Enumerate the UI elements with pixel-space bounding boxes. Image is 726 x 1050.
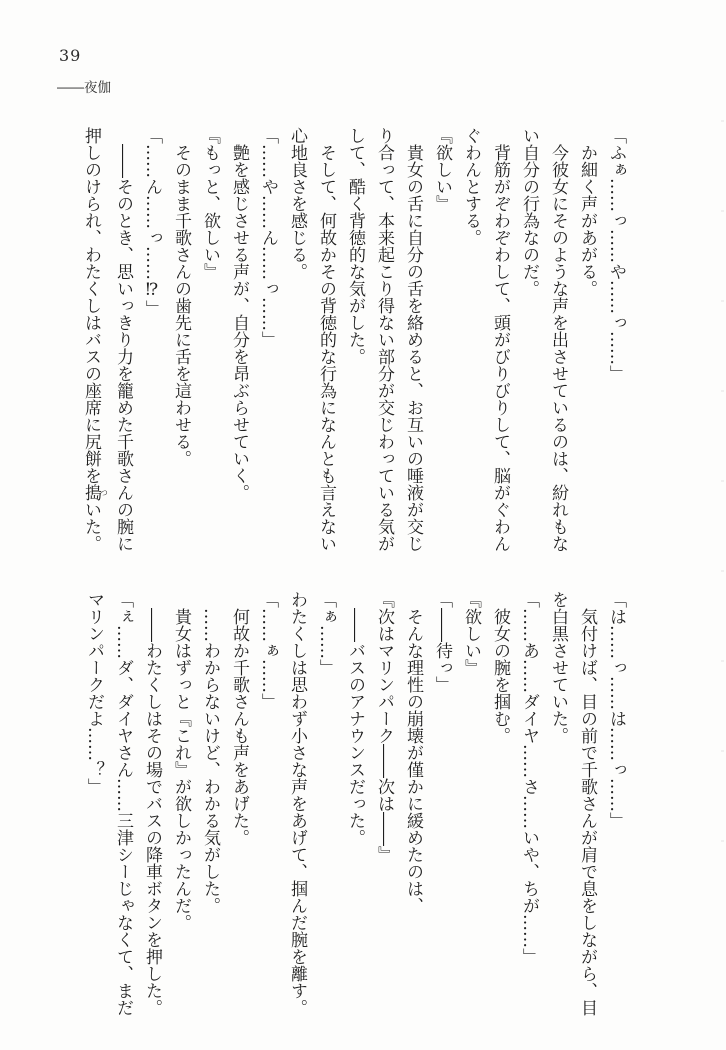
- text-line: マリンパークだよ……？」: [84, 591, 104, 795]
- text-line: 艶を感じさせる声が、自分を昂ぶらせていく。: [229, 144, 249, 501]
- text-line: 今彼女にそのような声を出させているのは、紛れもな: [548, 144, 568, 552]
- ruby-annotation: [81, 484, 109, 501]
- text-line: 「……や……ん……っ……」: [258, 127, 278, 348]
- page-number: 39: [59, 46, 82, 65]
- text-line: 「は……っ……は……っ……」: [606, 591, 626, 829]
- text-segment: 押しのけられ、わたくしはバスの座席に尻餅を: [81, 127, 101, 484]
- text-line: 貴女の舌に自分の舌を絡めると、お互いの唾液が交じ: [403, 144, 423, 552]
- text-line: 『欲しい』: [461, 591, 481, 676]
- text-line: 「ふぁ……っ……や……っ……」: [606, 127, 626, 382]
- text-line: 心地良さを感じる。: [287, 127, 307, 280]
- text-line: い自分の行為なのだ。: [519, 127, 539, 297]
- text-line: 『次はマリンパーク――次は――』: [374, 591, 394, 863]
- text-line: 「……ぁ……」: [258, 591, 278, 710]
- text-line: [76, 127, 108, 553]
- text-block-upper: [76, 127, 630, 553]
- scan-edge-artifact: [721, 120, 724, 920]
- text-line: 何故か千歌さんも声をあげた。: [229, 608, 249, 846]
- text-line: ……わからないけど、わかる気がした。: [200, 608, 220, 914]
- ruby-base: 搗: [81, 484, 101, 501]
- text-line: り合って、本来起こり得ない部分が交じわっている気が: [374, 127, 394, 552]
- running-header: ――夜伽: [57, 80, 111, 96]
- text-line: 『もっと、欲しい』: [200, 127, 220, 280]
- text-line: か細く声があがる。: [577, 144, 597, 297]
- text-line: ぐわんとする。: [461, 127, 481, 246]
- text-line: わたくしは思わず小さな声をあげて、掴んだ腕を離す。: [287, 591, 307, 1016]
- text-segment: いた。: [81, 501, 101, 552]
- text-line: ――わたくしはその場でバスの降車ボタンを押した。: [142, 608, 162, 1016]
- text-line: 『欲しい』: [432, 127, 452, 212]
- text-line: そのまま千歌さんの歯先に舌を這わせる。: [171, 144, 191, 467]
- text-line: 「ぁ……」: [316, 591, 336, 676]
- text-line: そんな理性の崩壊が僅かに緩めたのは、: [403, 608, 423, 914]
- text-line: ――そのとき、思いっきり力を籠めた千歌さんの腕に: [113, 144, 133, 552]
- text-line: 「……ん……っ……⁉」: [142, 127, 162, 317]
- text-line: を白黒させていた。: [548, 591, 568, 744]
- text-line: ――バスのアナウンスだった。: [345, 608, 365, 846]
- text-line: 「――待っ」: [432, 591, 452, 693]
- text-line: して、酷く背徳的な気がした。: [345, 127, 365, 365]
- text-line: 「ぇ……ダ、ダイヤさん……三津シーじゃなくて、まだ: [113, 591, 133, 1016]
- text-line: そして、何故かその背徳的な行為になんとも言えない: [316, 144, 336, 552]
- text-line: 貴女はずっと『これ』が欲しかったんだ。: [171, 608, 191, 931]
- text-line: 背筋がぞわぞわして、頭がびりびりして、脳がぐわん: [490, 144, 510, 552]
- furigana: つ: [99, 484, 109, 501]
- text-line: 彼女の腕を掴む。: [490, 608, 510, 744]
- text-line: 気付けば、目の前で千歌さんが肩で息をしながら、目: [577, 608, 597, 1016]
- text-block-lower: [79, 591, 630, 1017]
- text-line: 「……あ……ダイヤ……さ……いや、ちが……」: [519, 591, 539, 965]
